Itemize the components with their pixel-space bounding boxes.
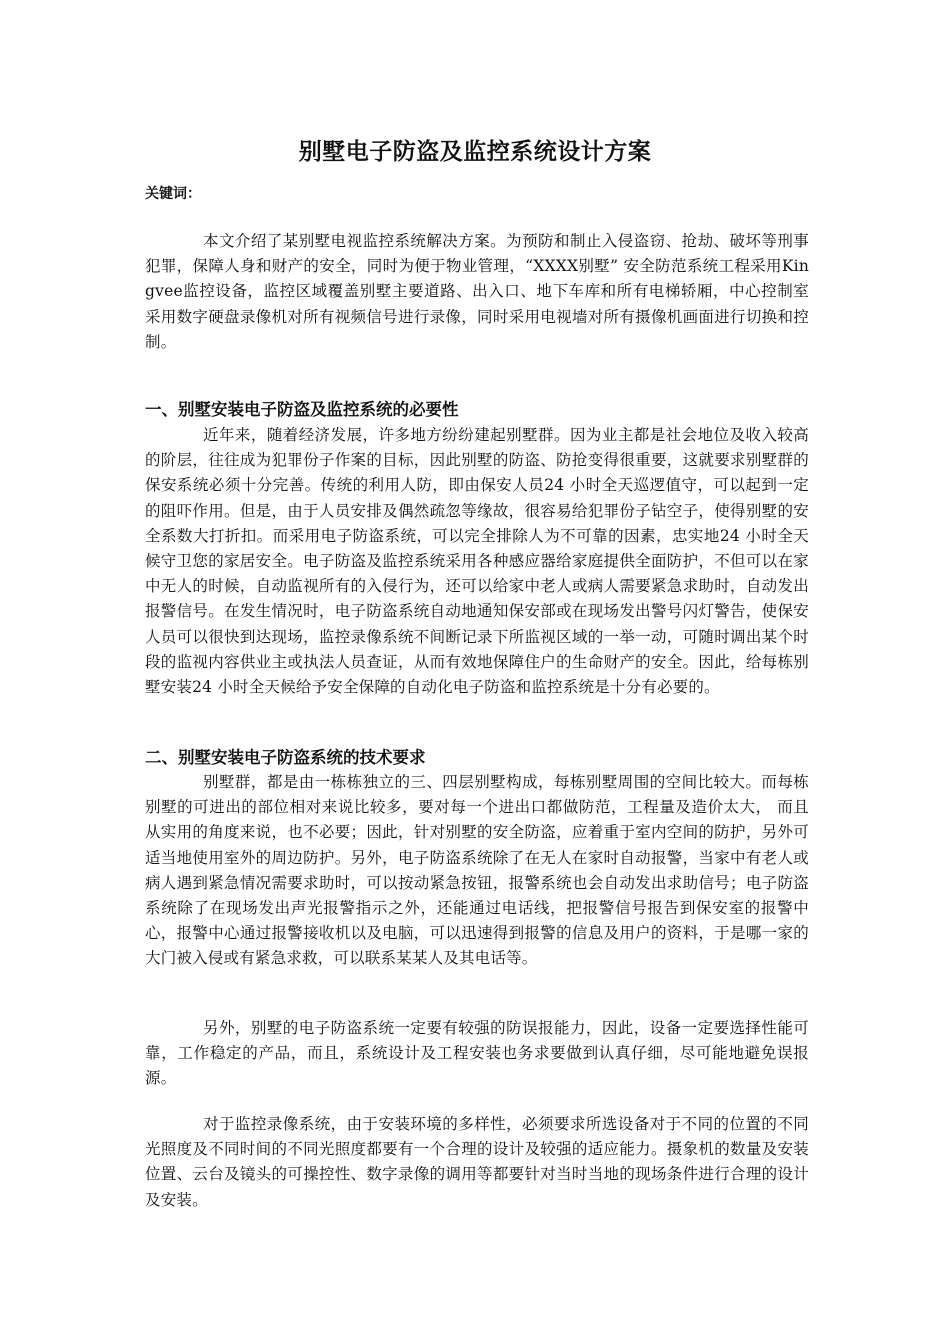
intro-paragraph: 本文介绍了某别墅电视监控系统解决方案。为预防和制止入侵盗窃、抢劫、破坏等刑事犯罪，保障人身和财产的安全，同时为便于物业管理，“XXXX别墅” 安全防范系统工程采用Kingvee监控设备，监控区域覆盖别墅主要道路、出入口、地下车库和所有电梯轿厢，中心控制室采用数字硬盘录像机对所有视频信号进行录像，同时采用电视墙对所有摄像机画面进行切换和控制。 [145,232,809,351]
keywords-label: 关键词： [145,186,201,202]
section-2-heading: 二、别墅安装电子防盗系统的技术要求 [145,748,426,767]
document-title: 别墅电子防盗及监控系统设计方案 [298,138,652,165]
section-1-paragraph: 近年来，随着经济发展，许多地方纷纷建起别墅群。因为业主都是社会地位及收入较高的阶层，往往成为犯罪份子作案的目标，因此别墅的防盗、防抢变得很重要，这就要求别墅群的保安系统必须十分完善。传统的利用人防，即由保安人员24 小时全天巡逻值守，可以起到一定的阻吓作用。但是，由于人员安排及偶然疏忽等缘故，很容易给犯罪份子钻空子，使得别墅的安全系数大打折扣。而采用电子防盗系统，可以完全排除人为不可靠的因素，忠实地24 小时全天候守卫您的家居安全。电子防盗及监控系统采用各种感应器给家庭提供全面防护，不但可以在家中无人的时候，自动监视所有的入侵行为，还可以给家中老人或病人需要紧急求助时，自动发出报警信号。在发生情况时，电子防盗系统自动地通知保安部或在现场发出警号闪灯警告，使保安人员可以很快到达现场，监控录像系统不间断记录下所监视区域的一举一动，可随时调出某个时段的监视内容供业主或执法人员查证，从而有效地保障住户的生命财产的安全。因此，给每栋别墅安装24 小时全天候给予安全保障的自动化电子防盗和监控系统是十分有必要的。 [145,426,809,697]
section-1-heading: 一、别墅安装电子防盗及监控系统的必要性 [145,400,459,419]
section-2-paragraph-3: 对于监控录像系统，由于安装环境的多样性，必须要求所选设备对于不同的位置的不同光照度及不同时间的不同光照度都要有一个合理的设计及较强的适应能力。摄象机的数量及安装位置、云台及镜头的可操控性、数字录像的调用等都要针对当时当地的现场条件进行合理的设计及安装。 [145,1115,809,1209]
section-2-paragraph-1: 别墅群，都是由一栋栋独立的三、四层别墅构成，每栋别墅周围的空间比较大。而每栋别墅的可进出的部位相对来说比较多，要对每一个进出口都做防范，工程量及造价太大， 而且从实用的角度来说，也不必要；因此，针对别墅的安全防盗，应着重于室内空间的防护，另外可适当地使用室外的周边防护。另外，电子防盗系统除了在无人在家时自动报警，当家中有老人或病人遇到紧急情况需要求助时，可以按动紧急按钮，报警系统也会自动发出求助信号；电子防盗系统除了在现场发出声光报警指示之外，还能通过电话线，把报警信号报告到保安室的报警中心，报警中心通过报警接收机以及电脑，可以迅速得到报警的信息及用户的资料，于是哪一家的大门被入侵或有紧急求救，可以联系某某人及其电话等。 [145,773,809,968]
section-2-paragraph-2: 另外，别墅的电子防盗系统一定要有较强的防误报能力，因此，设备一定要选择性能可靠，工作稳定的产品，而且，系统设计及工程安装也务求要做到认真仔细，尽可能地避免误报源。 [145,1019,809,1088]
